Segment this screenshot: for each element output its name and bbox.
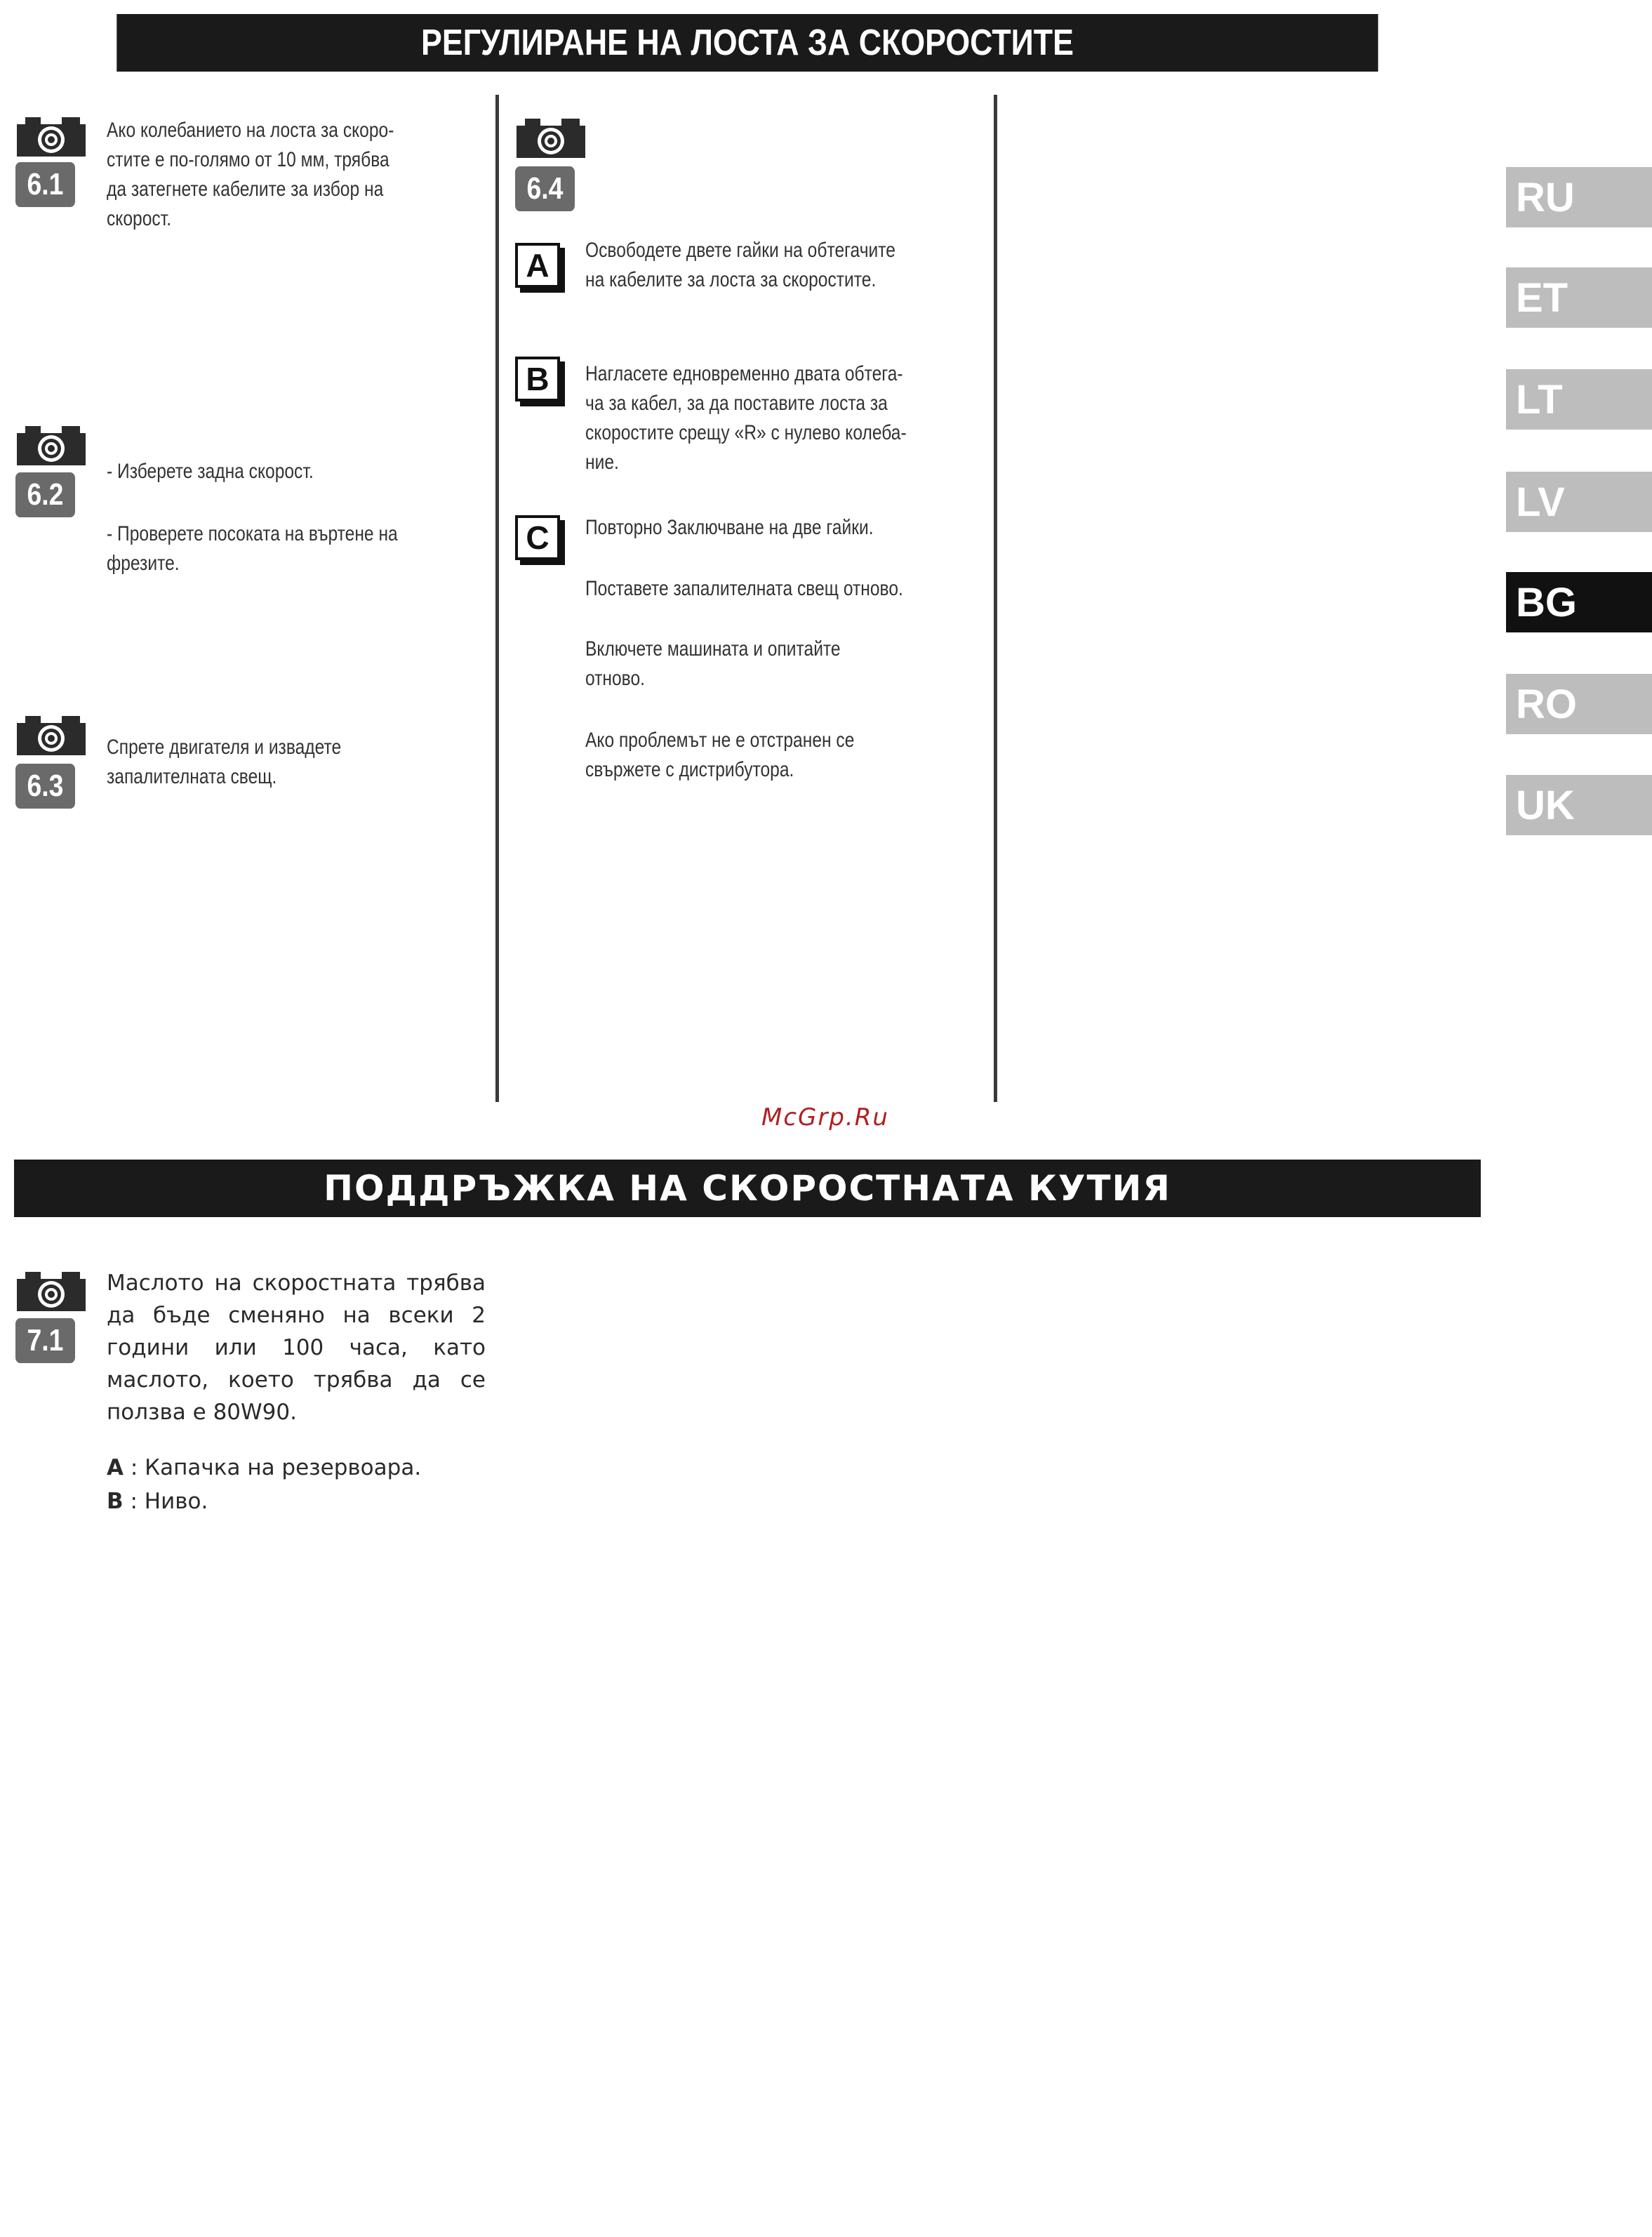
- step-6-1-text: Ако колебанието на лоста за скоро- стите е по-голямо от 10 мм, трябва да затегнете кабелите за избор на скорост.: [107, 119, 394, 230]
- step-6-2-line1: - Изберете задна скорост.: [107, 460, 314, 483]
- camera-icon: [15, 715, 87, 757]
- step-7-1-text: Маслото на скоростната трябва да бъде сменяно на всеки 2 години или 100 часа, като маслото, което трябва да се ползва е 80W90.: [107, 1270, 486, 1425]
- legend-text: : Ниво.: [123, 1489, 208, 1514]
- language-tab-lv[interactable]: LV: [1506, 472, 1652, 532]
- language-tab-ro[interactable]: RO: [1506, 674, 1652, 734]
- language-tab-ru[interactable]: RU: [1506, 167, 1652, 227]
- legend-a: [107, 1452, 421, 1484]
- callout-a: A: [515, 243, 560, 288]
- watermark-text: McGrp.Ru: [761, 1103, 889, 1131]
- camera-icon: [515, 117, 587, 159]
- legend-key: B: [107, 1489, 124, 1514]
- section-title-gearbox: [14, 1160, 1481, 1217]
- camera-icon: [15, 116, 87, 158]
- instruction-restart: Включете машината и опитайте отново.: [585, 637, 841, 690]
- step-badge: 6.2: [15, 472, 75, 517]
- instruction-contact-dealer: Ако проблемът не е отстранен се свържете с дистрибутора.: [585, 729, 855, 781]
- step-badge: 6.4: [515, 166, 575, 211]
- callout-c: C: [515, 515, 560, 560]
- legend-text: : Капачка на резервоара.: [124, 1455, 422, 1480]
- step-badge: 6.1: [15, 162, 75, 207]
- legend-b: [107, 1485, 208, 1518]
- callout-a-text: Освободете двете гайки на обтегачите на кабелите за лоста за скоростите.: [585, 239, 895, 291]
- callout-b-text: Нагласете едновременно двата обтега- ча за кабел, за да поставите лоста за скоростите срещу «R» с нулево колеба- ние.: [585, 362, 907, 474]
- camera-icon: [15, 425, 87, 467]
- language-tab-lt[interactable]: LT: [1506, 369, 1652, 430]
- camera-icon: [15, 1270, 87, 1313]
- section-title-gear-lever: [116, 14, 1378, 72]
- legend-key: A: [107, 1455, 124, 1480]
- section-title-text: РЕГУЛИРАНЕ НА ЛОСТА ЗА СКОРОСТИТЕ: [421, 22, 1074, 63]
- column-divider: [495, 95, 499, 1102]
- section-title-text: ПОДДРЪЖКА НА СКОРОСТНАТА КУТИЯ: [324, 1168, 1171, 1209]
- step-badge: 6.3: [15, 764, 75, 809]
- step-6-2-line2: - Проверете посоката на въртене на фрезите.: [107, 522, 398, 575]
- callout-b: B: [515, 357, 560, 401]
- language-tab-uk[interactable]: UK: [1506, 775, 1652, 835]
- language-tab-et[interactable]: ET: [1506, 267, 1652, 328]
- column-divider: [994, 95, 997, 1102]
- language-tab-bg[interactable]: BG: [1506, 572, 1652, 632]
- instruction-spark-plug: Поставете запалителната свещ отново.: [585, 577, 903, 600]
- step-6-3-text: Спрете двигателя и извадете запалителната свещ.: [107, 736, 342, 788]
- callout-c-text: Повторно Заключване на две гайки.: [585, 516, 874, 539]
- step-badge: 7.1: [15, 1318, 75, 1363]
